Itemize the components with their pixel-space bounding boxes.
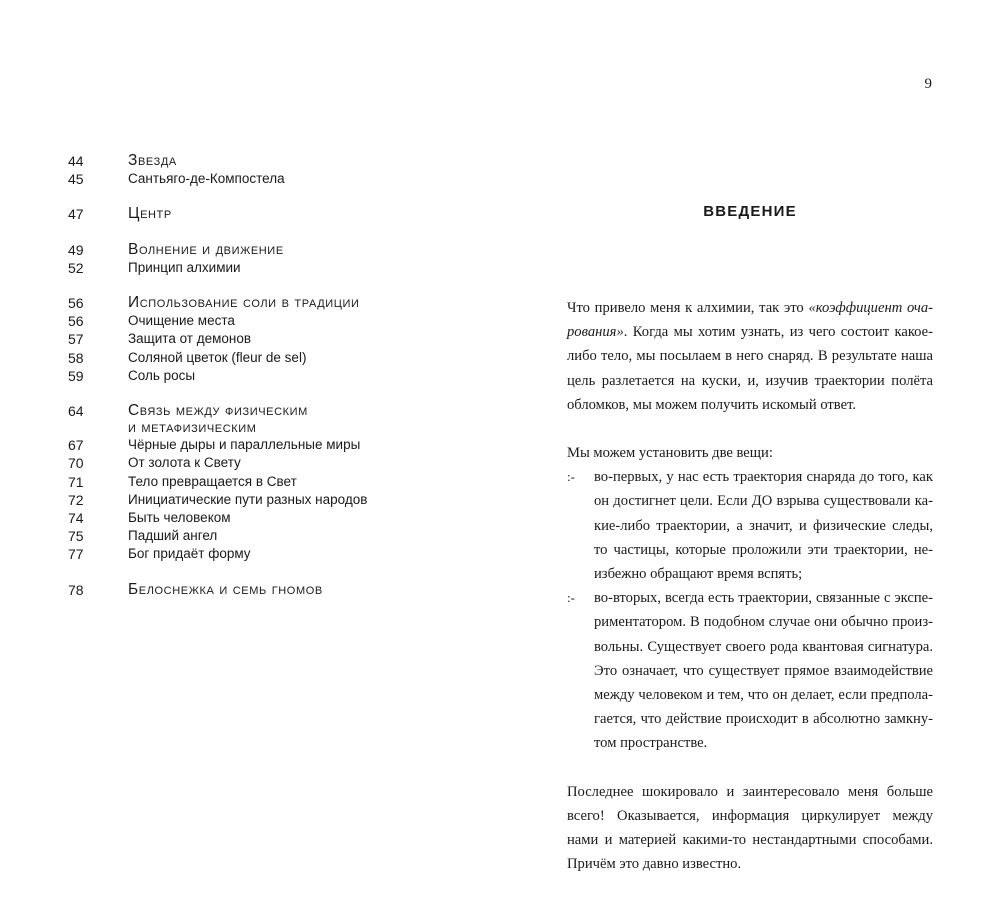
toc-page-number: 74 [68, 510, 84, 527]
introduction-section [567, 200, 933, 900]
toc-entry-title: Сантьяго-де-Компостела [128, 171, 285, 187]
toc-page-number: 56 [68, 313, 84, 330]
toc-subentry [68, 367, 428, 385]
toc-entry-title: Соль росы [128, 367, 196, 383]
bullet-icon: :- [567, 469, 575, 485]
toc-chapter-entry [68, 402, 428, 420]
toc-entry-title: Белоснежка и семь гномов [128, 580, 323, 598]
paragraph-1-end: . Когда мы хотим узнать, из чего состоит какоелибо тело, мы посылаем в него снаряд. В результате наша цель разлетается на куски, и, изучив траектории полёта обломков, мы можем получить искомый ответ. [567, 324, 933, 413]
toc-group [68, 294, 428, 385]
toc-subentry [68, 473, 428, 491]
toc-page-number: 75 [68, 528, 84, 545]
paragraph-1-start: Что привело меня к алхимии, так это [567, 300, 809, 316]
toc-subentry [68, 436, 428, 454]
list-item-text: во-первых, у нас есть траектория снаряда до того, как он достигнет цели. Если ДО взрыва существовали какие-либо траектории, а значит, и физические следы, то частицы, которые проложили эти траектории, неизбежно обращают время вспять; [594, 469, 933, 583]
toc-subentry [68, 454, 428, 472]
toc-page-number: 45 [68, 171, 84, 188]
toc-subentry [68, 259, 428, 277]
list-item-text: во-вторых, всегда есть траектории, связанные с экспериментатором. В подобном случае они обычно произвольны. Существует своего рода квантовая сигнатура. Это означает, что существует прямое взаимодействие между человеком и тем, что он делает, если предполагается, что действие происходит в абсолютно замкнутом пространстве. [594, 590, 933, 752]
toc-group [68, 205, 428, 223]
toc-entry-title: Падший ангел [128, 528, 218, 544]
toc-chapter-entry [68, 152, 428, 170]
toc-page-number: 57 [68, 331, 84, 348]
toc-subentry [68, 349, 428, 367]
toc-subentry [68, 509, 428, 527]
toc-entry-title: Защита от демонов [128, 331, 252, 347]
table-of-contents [68, 152, 428, 616]
toc-entry-title: Инициатические пути разных народов [128, 491, 368, 507]
toc-page-number: 56 [68, 295, 84, 312]
toc-entry-title: Связь между физическим [128, 402, 308, 420]
toc-chapter-entry [68, 205, 428, 223]
toc-page-number: 59 [68, 367, 84, 384]
toc-page-number: 70 [68, 455, 84, 472]
toc-chapter-entry [68, 294, 428, 312]
toc-page-number: 58 [68, 349, 84, 366]
toc-entry-title: Бог придаёт форму [128, 546, 251, 562]
toc-entry-title: Соляной цветок (fleur de sel) [128, 349, 307, 365]
toc-page-number: 78 [68, 581, 84, 598]
toc-entry-title: Чёрные дыры и параллельные миры [128, 437, 361, 453]
toc-page-number: 71 [68, 473, 84, 490]
toc-group [68, 402, 428, 564]
toc-entry-title: Очищение места [128, 313, 235, 329]
toc-group [68, 241, 428, 277]
toc-entry-title: Звезда [128, 152, 177, 169]
paragraph-1 [567, 296, 933, 417]
page-number: 9 [924, 76, 932, 92]
toc-page-number: 49 [68, 241, 84, 258]
toc-entry-title: Быть человеком [128, 510, 231, 526]
toc-subentry [68, 545, 428, 563]
toc-entry-title: Волнение и движение [128, 240, 284, 258]
toc-page-number: 44 [68, 153, 84, 169]
toc-subentry [68, 491, 428, 509]
toc-group [68, 152, 428, 188]
toc-entry-title: От золота к Свету [128, 455, 241, 471]
section-title: ВВЕДЕНИЕ [703, 203, 797, 220]
list-item [567, 465, 933, 586]
toc-entry-title: Использование соли в традиции [128, 294, 360, 312]
toc-page-number: 72 [68, 491, 84, 508]
toc-chapter-entry [68, 581, 428, 599]
toc-page-number: 52 [68, 259, 84, 276]
toc-group [68, 581, 428, 599]
toc-page-number: 64 [68, 403, 84, 420]
toc-entry-title: Тело превращается в Свет [128, 473, 297, 489]
toc-page-number: 47 [68, 206, 84, 223]
paragraph-3: Последнее шокировало и заинтересовало меня больше всего! Оказывается, информация циркулирует между нами и материей какими-то нестандартными способами. Причём это давно известно. [567, 783, 933, 873]
toc-entry-title: Принцип алхимии [128, 259, 241, 275]
toc-subentry [68, 170, 428, 188]
list-block [567, 441, 933, 756]
paragraph-1-italic: «коэффициент очарования» [567, 300, 934, 341]
bullet-icon: :- [567, 590, 575, 606]
toc-entry-title-continuation: и метафизическим [128, 419, 257, 437]
toc-page-number: 77 [68, 546, 84, 563]
toc-subentry [68, 527, 428, 545]
toc-entry-title: Центр [128, 205, 172, 223]
list-lead: Мы можем установить две вещи: [567, 445, 773, 462]
toc-subentry [68, 312, 428, 330]
list-item [567, 586, 933, 755]
toc-page-number: 67 [68, 437, 84, 454]
toc-chapter-entry [68, 241, 428, 259]
toc-subentry [68, 330, 428, 348]
